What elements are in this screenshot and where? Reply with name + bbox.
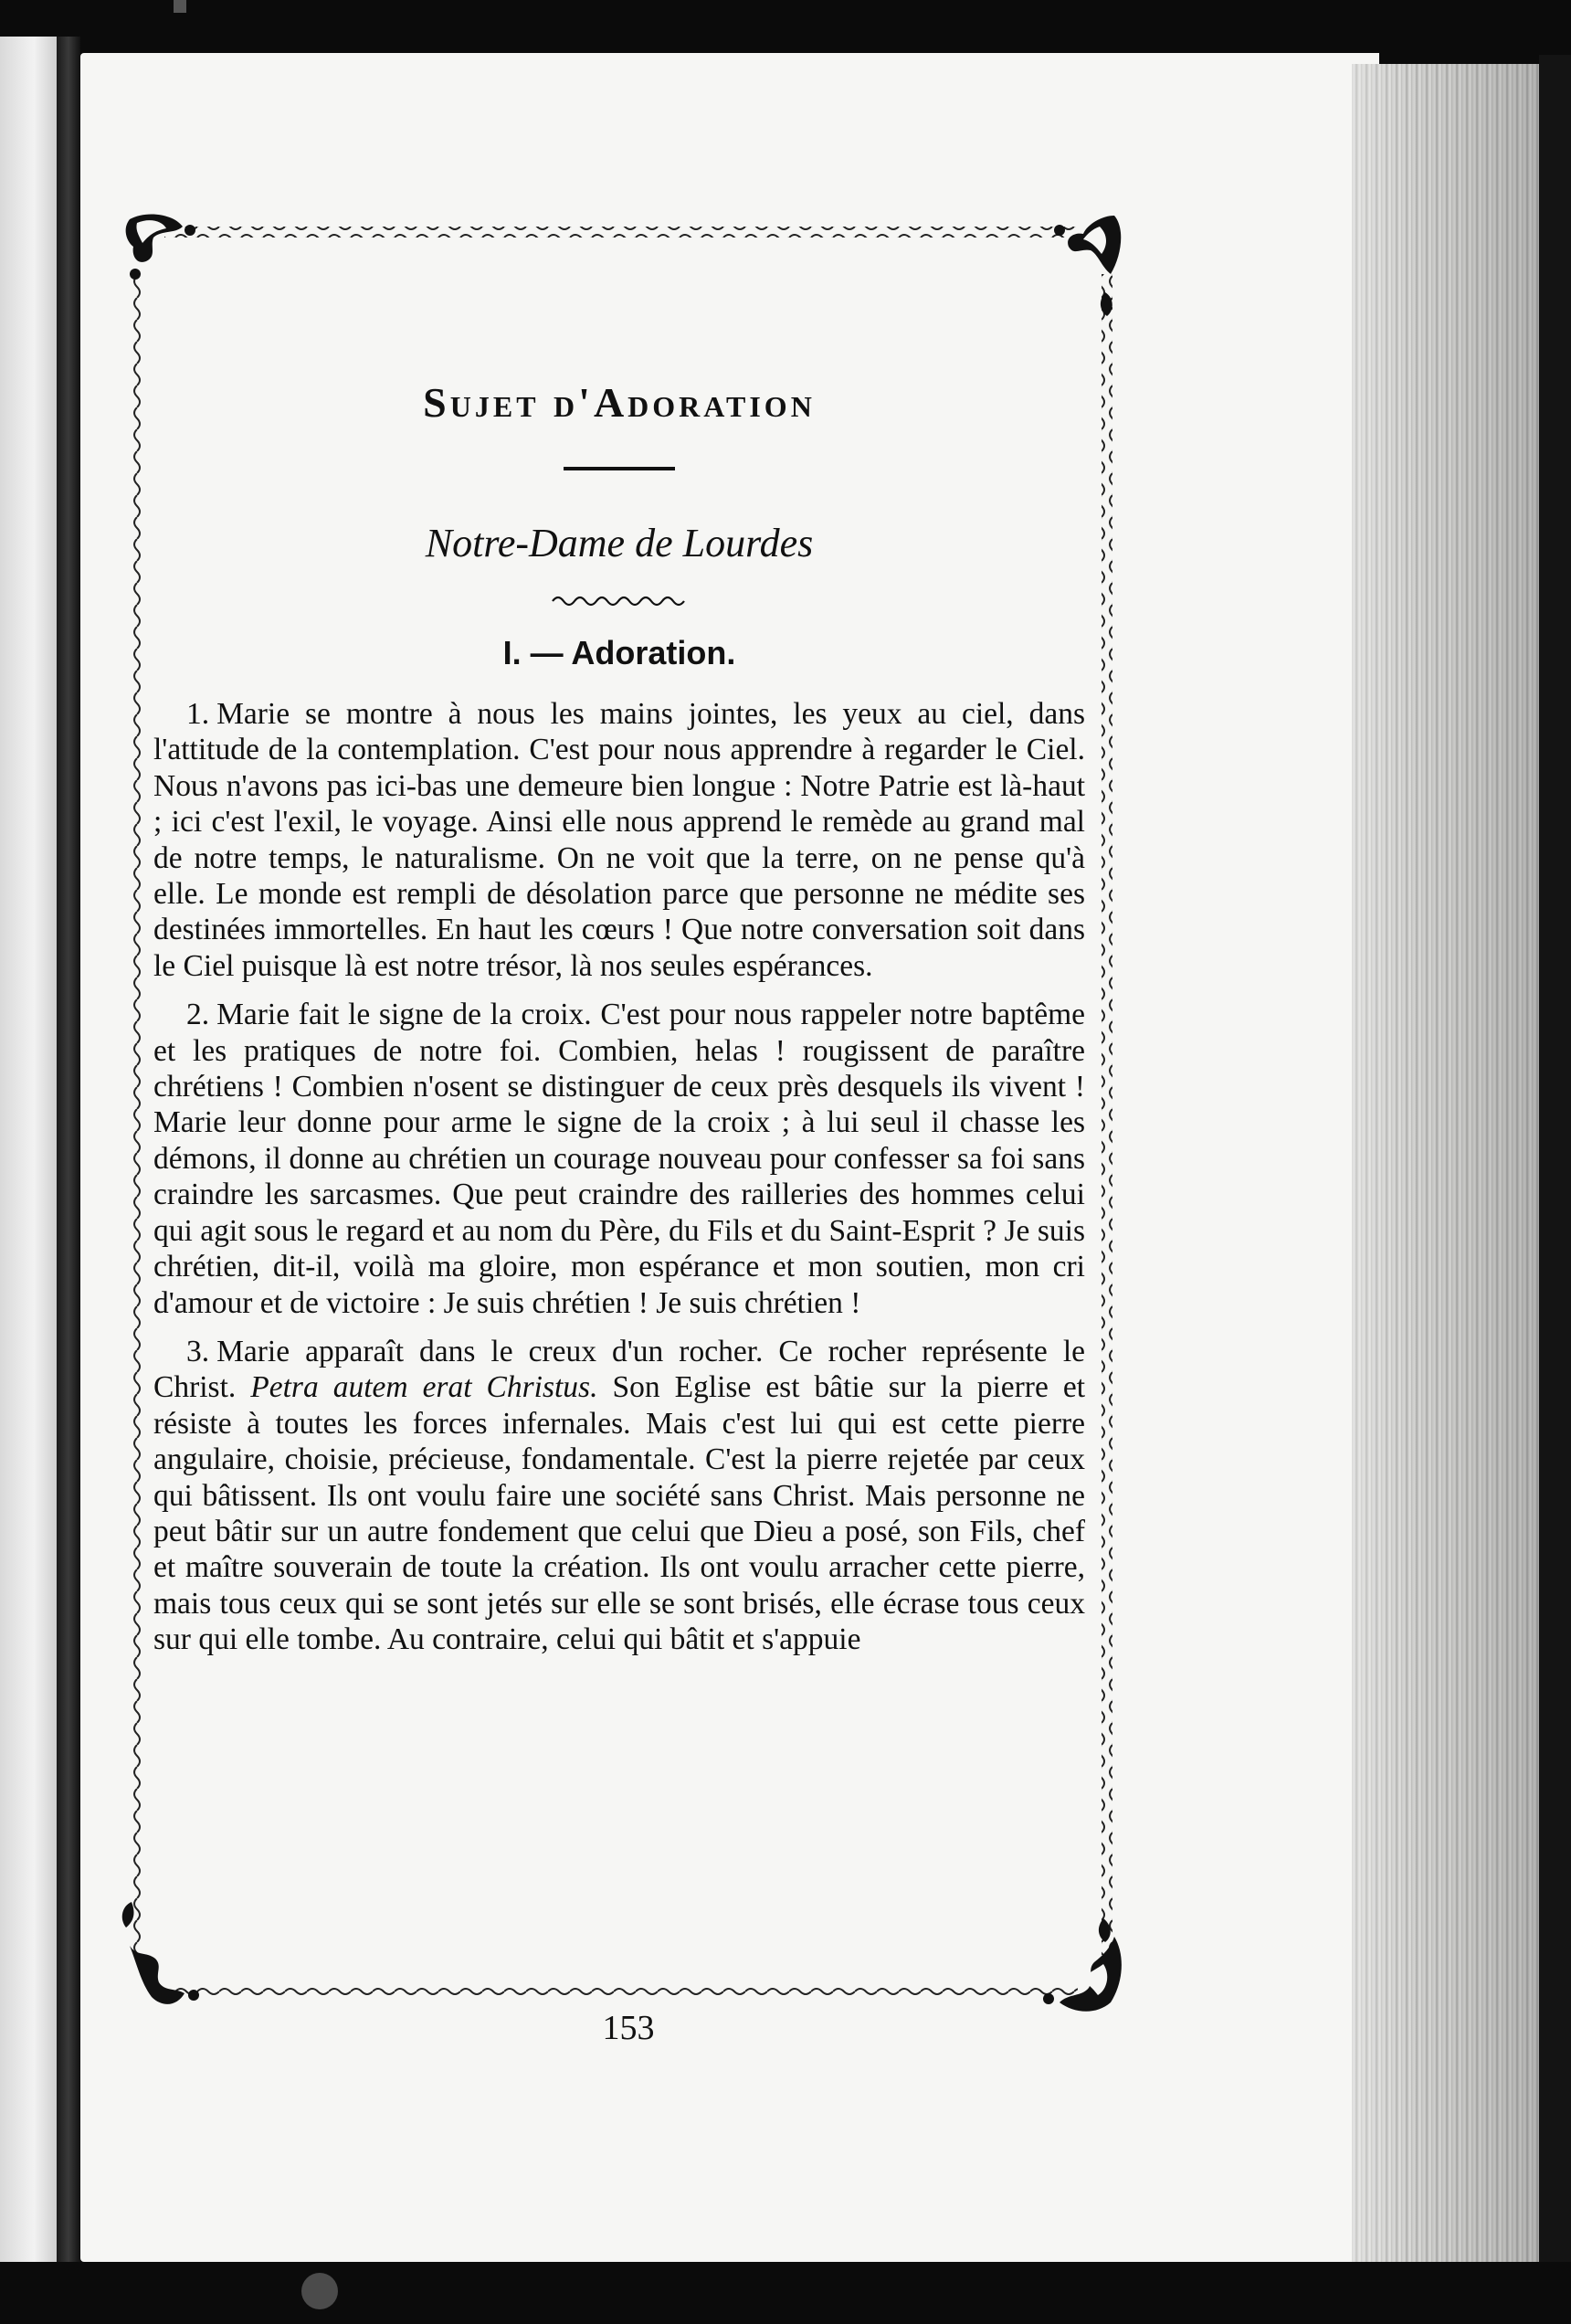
- book-gutter: [57, 37, 80, 2266]
- page-number: 153: [602, 2009, 655, 2047]
- paragraph-text: Marie apparaît dans le creux d'un rocher. Ce rocher représente le Christ.: [153, 1334, 1085, 1405]
- paragraph-text: Son Eglise est bâtie sur la pierre et résiste à toutes les forces infernales. Mais c'est lui qui est cette pierre angulaire, choisie, précieuse, fondamentale. C'est la pierre rejetée par ceux qui bâtissent. Ils ont voulu faire une société sans Christ. Mais personne ne peut bâtir sur un autre fondement que celui que Dieu a posé, son Fils, chef et maître souverain de toute la création. Ils ont voulu arracher cette pierre, mais tous ceux qui se sont jetés sur elle se sont brisés, elle écrase tous ceux sur qui elle tombe. Au contraire, celui qui bâtit et s'appuie: [153, 1370, 1085, 1657]
- page-heading: Sujet d'Adoration: [423, 379, 816, 426]
- previous-page-edge: [0, 37, 57, 2266]
- scan-artifact-bottom: [301, 2273, 338, 2309]
- page-content: [153, 338, 1085, 1671]
- paragraph-number: 1.: [186, 697, 210, 731]
- paragraph-text: Marie fait le signe de la croix. C'est pour nous rappeler notre baptême et les pratiques de notre foi. Combien, helas ! rougissent de paraître chrétiens ! Combien n'osent se distinguer de ceux près desquels ils vivent ! Marie leur donne pour arme le signe de la croix ; à lui seul il chasse les démons, il donne au chrétien un courage nouveau pour confesser sa foi sans craindre les sarcasmes. Que peut craindre des railleries des hommes celui qui agit sous le regard et au nom du Père, du Fils et du Saint-Esprit ? Je suis chrétien, dit-il, voilà ma gloire, mon espérance et mon soutien, mon cri d'amour et de victoire : Je suis chrétien ! Je suis chrétien !: [153, 998, 1085, 1320]
- paragraph-2: [153, 997, 1085, 1321]
- page-edges: [1352, 64, 1539, 2266]
- section-heading: I. — Adoration.: [502, 634, 736, 671]
- corner-ornament-top-right: [1054, 216, 1121, 316]
- corner-ornament-top-left: [126, 214, 195, 280]
- paragraph-number: 2.: [186, 998, 210, 1032]
- scan-artifact-top: [174, 0, 186, 13]
- paragraph-number: 3.: [186, 1334, 210, 1368]
- scan-bottom-band: [0, 2262, 1571, 2324]
- paragraph-text: Marie se montre à nous les mains jointes, les yeux au ciel, dans l'attitude de la contemplation. C'est pour nous apprendre à regarder le Ciel. Nous n'avons pas ici-bas une demeure bien longue : Notre Patrie est là-haut ; ici c'est l'exil, le voyage. Ainsi elle nous apprend le remède au grand mal de notre temps, le naturalisme. On ne voit que la terre, on ne pense qu'à elle. Le monde est rempli de désolation parce que personne ne médite ses destinées immortelles. En haut les cœurs ! Que notre conversation soit dans le Ciel puisque là est notre trésor, là nos seules espérances.: [153, 697, 1085, 983]
- paragraph-3: [153, 1334, 1085, 1658]
- heading-rule: [564, 467, 675, 470]
- cover-shadow: [1539, 55, 1571, 2266]
- subtitle-ornament: [551, 592, 688, 607]
- latin-quote: Petra autem erat Christus.: [250, 1370, 598, 1405]
- page-subtitle: Notre-Dame de Lourdes: [425, 521, 814, 565]
- paragraph-1: [153, 696, 1085, 984]
